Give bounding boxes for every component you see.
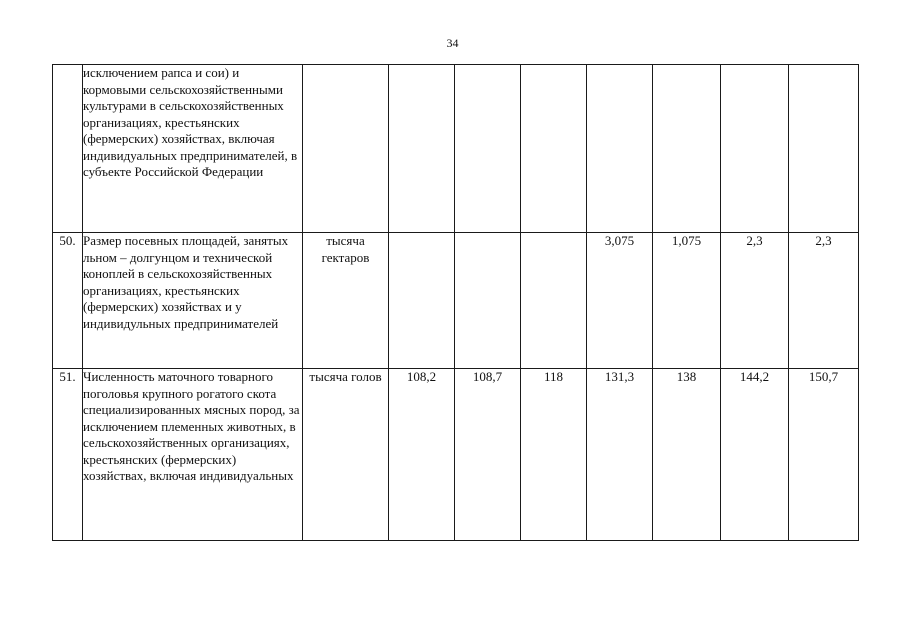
value-cell [587,65,653,233]
value-cell: 118 [521,369,587,541]
value-cell: 2,3 [789,233,859,369]
value-cell: 2,3 [721,233,789,369]
value-cell [389,65,455,233]
table-row [53,233,859,369]
value-cell: 108,2 [389,369,455,541]
unit-of-measure: тысяча голов [303,369,389,541]
value-cell: 1,075 [653,233,721,369]
data-table [52,64,859,541]
indicator-name: исключением рапса и сои) и кормовыми сельскохозяйственными культурами в сельскохозяйственных организациях, крестьянских (фермерских) хозяйствах, включая индивидуальных предпринимателей, в субъекте Российской Федерации [83,65,303,233]
value-cell: 108,7 [455,369,521,541]
row-number [53,65,83,233]
value-cell: 150,7 [789,369,859,541]
indicator-name: Численность маточного товарного поголовья крупного рогатого скота специализированных мясных пород, за исключением племенных животных, в сельскохозяйственных организациях, крестьянских (фермерских) хозяйствах, включая индивидуальных [83,369,303,541]
value-cell [389,233,455,369]
value-cell: 3,075 [587,233,653,369]
value-cell [653,65,721,233]
unit-of-measure [303,65,389,233]
value-cell: 144,2 [721,369,789,541]
unit-of-measure: тысяча гектаров [303,233,389,369]
value-cell [721,65,789,233]
value-cell: 131,3 [587,369,653,541]
indicator-name: Размер посевных площадей, занятых льном – долгунцом и технической коноплей в сельскохозяйственных организациях, крестьянских (фермерских) хозяйствах и у индивидульных предпринимателей [83,233,303,369]
value-cell [521,233,587,369]
table-row [53,369,859,541]
value-cell [521,65,587,233]
value-cell [789,65,859,233]
row-number: 50. [53,233,83,369]
row-number: 51. [53,369,83,541]
value-cell: 138 [653,369,721,541]
page-number: 34 [446,36,459,50]
value-cell [455,65,521,233]
table-row [53,65,859,233]
value-cell [455,233,521,369]
